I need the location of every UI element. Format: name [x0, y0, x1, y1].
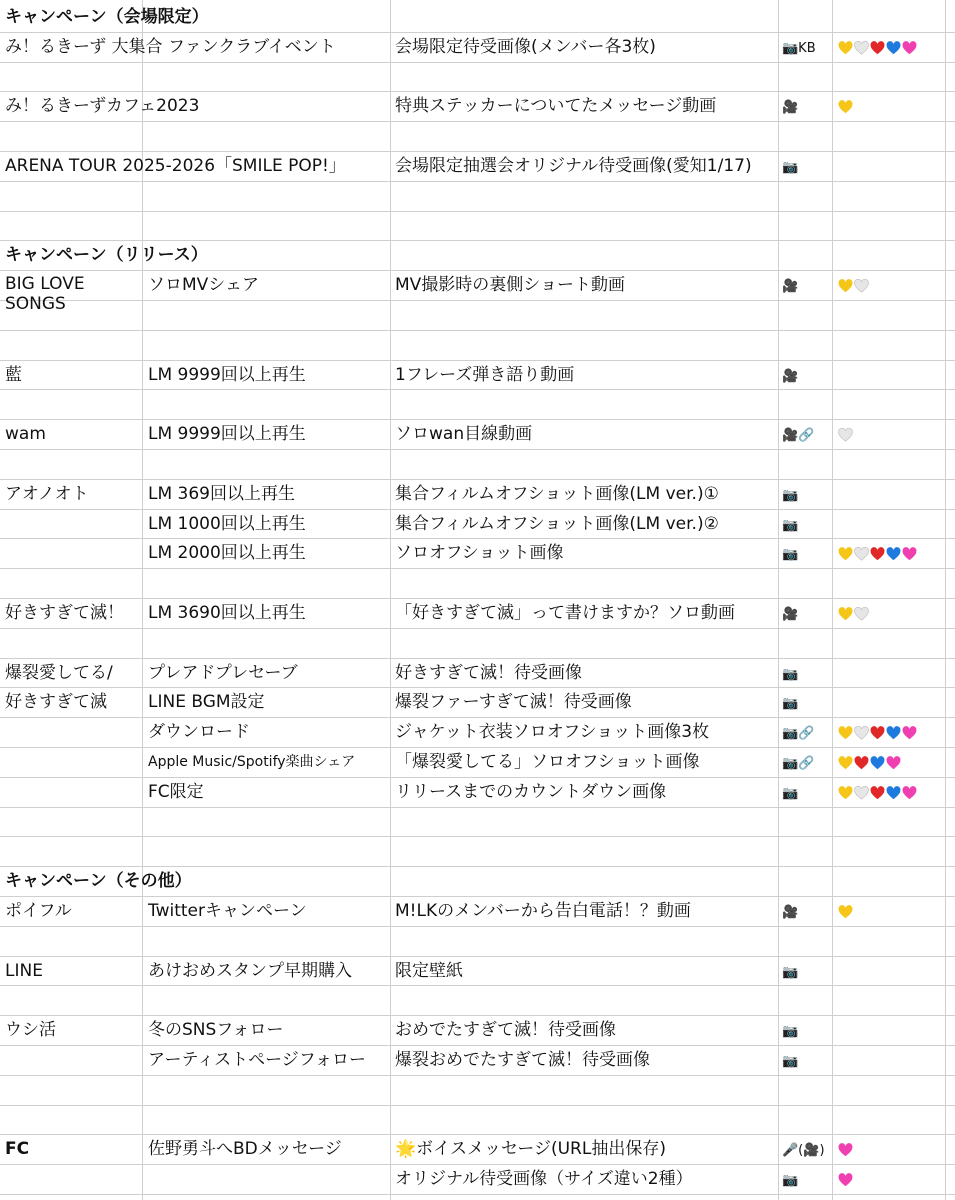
campaign-name: FC [5, 1139, 30, 1160]
blue-heart-icon [886, 41, 901, 55]
campaign-name: 藍 [5, 364, 22, 385]
yellow-heart-icon [838, 726, 853, 740]
reward-description: おめでたすぎて滅！待受画像 [395, 1020, 616, 1041]
reward-description: ジャケット衣装ソロオフショット画像3枚 [395, 722, 710, 743]
campaign-condition: LM 369回以上再生 [148, 483, 295, 504]
campaign-condition: Twitterキャンペーン [148, 900, 307, 921]
campaign-name: 爆裂愛してる/ [5, 662, 113, 683]
column-divider [142, 0, 143, 1200]
reward-description: 🌟ボイスメッセージ(URL抽出保存) [395, 1139, 666, 1160]
row-divider [0, 62, 955, 63]
campaign-condition: FC限定 [148, 781, 204, 802]
row-divider [0, 568, 955, 569]
white-heart-icon [838, 428, 853, 442]
campaign-name: LINE [5, 960, 43, 981]
yellow-heart-icon [838, 756, 853, 770]
reward-description: 1フレーズ弾き語り動画 [395, 364, 575, 385]
media-type-icon: 📷 [782, 1024, 799, 1040]
row-divider [0, 985, 955, 986]
member-hearts [838, 902, 854, 922]
campaign-condition: アーティストページフォロー [148, 1049, 366, 1070]
row-divider [0, 121, 955, 122]
campaign-name: ウシ活 [5, 1020, 56, 1041]
campaign-name: BIG LOVE SONGS [5, 274, 85, 315]
row-divider [0, 419, 955, 420]
column-divider [832, 0, 833, 1200]
reward-description: ソロオフショット画像 [395, 543, 564, 564]
row-divider [0, 330, 955, 331]
member-hearts [838, 97, 854, 117]
media-type-icon: 📷 [782, 666, 799, 682]
media-type-icon: 🎥 [782, 100, 799, 116]
white-heart-icon [854, 279, 869, 293]
media-type-icon: 🎥 [782, 368, 799, 384]
blue-heart-icon [886, 547, 901, 561]
pink-heart-icon [902, 547, 917, 561]
reward-description: M!LKのメンバーから告白電話！？動画 [395, 900, 691, 921]
reward-description: 「爆裂愛してる」ソロオフショット画像 [395, 751, 700, 772]
column-divider [945, 0, 946, 1200]
campaign-condition: LM 3690回以上再生 [148, 602, 306, 623]
campaign-condition: ソロMVシェア [148, 275, 259, 296]
yellow-heart-icon [838, 786, 853, 800]
media-type-icon: 📷 [782, 487, 799, 503]
row-divider [0, 777, 955, 778]
campaign-condition: Apple Music/Spotify楽曲シェア [148, 753, 356, 770]
row-divider [0, 509, 955, 510]
row-divider [0, 896, 955, 897]
campaign-name: 好きすぎて滅 [5, 692, 107, 713]
campaign-condition: LINE BGM設定 [148, 692, 265, 713]
member-hearts [838, 425, 854, 445]
media-type-icon: 📷 [782, 159, 799, 175]
reward-description: ソロwan目線動画 [395, 424, 533, 445]
section-header: キャンペーン（会場限定） [5, 6, 209, 27]
reward-description: 「好きすぎて滅」って書けますか？ソロ動画 [395, 602, 735, 623]
pink-heart-icon [902, 41, 917, 55]
column-divider [390, 0, 391, 1200]
campaign-condition: LM 2000回以上再生 [148, 543, 306, 564]
campaign-name: ARENA TOUR 2025-2026「SMILE POP!」 [5, 155, 346, 176]
campaign-condition: プレアドプレセーブ [148, 662, 298, 683]
row-divider [0, 687, 955, 688]
media-type-icon: 📷 [782, 547, 799, 563]
row-divider [0, 479, 955, 480]
yellow-heart-icon [838, 279, 853, 293]
blue-heart-icon [886, 726, 901, 740]
row-divider [0, 866, 955, 867]
pink-heart-icon [838, 1143, 853, 1157]
row-divider [0, 32, 955, 33]
reward-description: リリースまでのカウントダウン画像 [395, 781, 667, 802]
member-hearts [838, 38, 918, 58]
row-divider [0, 956, 955, 957]
campaign-name: み！るきーずカフェ2023 [5, 96, 200, 117]
member-hearts [838, 1170, 854, 1190]
row-divider [0, 151, 955, 152]
media-type-icon: 📷 [782, 785, 799, 801]
media-type-icon: 📷 [782, 1173, 799, 1189]
member-hearts [838, 544, 918, 564]
media-type-icon: 📷 [782, 964, 799, 980]
white-heart-icon [854, 547, 869, 561]
reward-description: 会場限定抽選会オリジナル待受画像(愛知1/17) [395, 155, 752, 176]
pink-heart-icon [902, 786, 917, 800]
row-divider [0, 1134, 955, 1135]
member-hearts [838, 1140, 854, 1160]
media-type-icon: 🎥 [782, 279, 799, 295]
campaign-condition: 佐野勇斗へBDメッセージ [148, 1139, 342, 1160]
row-divider [0, 598, 955, 599]
member-hearts [838, 604, 870, 624]
row-divider [0, 717, 955, 718]
row-divider [0, 1194, 955, 1195]
media-type-icon: 🎥 [782, 606, 799, 622]
media-type-icon: 🎤(🎥) [782, 1143, 825, 1159]
yellow-heart-icon [838, 607, 853, 621]
red-heart-icon [870, 547, 885, 561]
row-divider [0, 1164, 955, 1165]
campaign-condition: 冬のSNSフォロー [148, 1020, 284, 1041]
row-divider [0, 747, 955, 748]
white-heart-icon [854, 607, 869, 621]
reward-description: 好きすぎて滅！待受画像 [395, 662, 582, 683]
campaign-condition: あけおめスタンプ早期購入 [148, 960, 352, 981]
row-divider [0, 1015, 955, 1016]
row-divider [0, 628, 955, 629]
campaign-name: ポイフル [5, 900, 72, 921]
row-divider [0, 449, 955, 450]
yellow-heart-icon [838, 905, 853, 919]
media-type-icon: 📷 [782, 1053, 799, 1069]
media-type-icon: 📷🔗 [782, 726, 815, 742]
reward-description: 特典ステッカーについてたメッセージ動画 [395, 96, 717, 117]
reward-description: 集合フィルムオフショット画像(LM ver.)① [395, 483, 719, 504]
media-type-icon: 📷🔗 [782, 755, 815, 771]
white-heart-icon [854, 786, 869, 800]
pink-heart-icon [838, 1173, 853, 1187]
yellow-heart-icon [838, 41, 853, 55]
row-divider [0, 836, 955, 837]
blue-heart-icon [870, 756, 885, 770]
white-heart-icon [854, 726, 869, 740]
reward-description: 会場限定待受画像(メンバー各3枚) [395, 36, 656, 57]
row-divider [0, 270, 955, 271]
row-divider [0, 658, 955, 659]
row-divider [0, 1075, 955, 1076]
campaign-condition: ダウンロード [148, 722, 250, 743]
campaign-name: 好きすぎて滅！ [5, 602, 124, 623]
row-divider [0, 181, 955, 182]
blue-heart-icon [886, 786, 901, 800]
reward-description: 爆裂ファーすぎて滅！待受画像 [395, 692, 632, 713]
section-header: キャンペーン（リリース） [5, 245, 208, 266]
row-divider [0, 1045, 955, 1046]
row-divider [0, 926, 955, 927]
member-hearts [838, 276, 870, 296]
reward-description: 集合フィルムオフショット画像(LM ver.)② [395, 513, 719, 534]
pink-heart-icon [902, 726, 917, 740]
campaign-name: wam [5, 424, 46, 445]
red-heart-icon [870, 726, 885, 740]
section-header: キャンペーン（その他） [5, 871, 192, 892]
campaign-condition: LM 9999回以上再生 [148, 364, 306, 385]
reward-description: オリジナル待受画像（サイズ違い2種） [395, 1169, 693, 1190]
column-divider [778, 0, 779, 1200]
row-divider [0, 360, 955, 361]
reward-description: 限定壁紙 [395, 960, 463, 981]
member-hearts [838, 723, 918, 743]
campaign-condition: LM 1000回以上再生 [148, 513, 306, 534]
row-divider [0, 300, 955, 301]
campaign-name: アオノオト [5, 483, 89, 504]
white-heart-icon [854, 41, 869, 55]
media-type-icon: 🎥 [782, 904, 799, 920]
media-type-icon: 📷 [782, 696, 799, 712]
row-divider [0, 538, 955, 539]
row-divider [0, 1105, 955, 1106]
media-type-icon: 🎥🔗 [782, 428, 815, 444]
row-divider [0, 389, 955, 390]
yellow-heart-icon [838, 100, 853, 114]
campaign-condition: LM 9999回以上再生 [148, 424, 306, 445]
member-hearts [838, 783, 918, 803]
campaign-name: み！るきーず 大集合 ファンクラブイベント [5, 36, 336, 57]
row-divider [0, 211, 955, 212]
member-hearts [838, 753, 902, 773]
media-type-icon: 📷 [782, 517, 799, 533]
red-heart-icon [870, 786, 885, 800]
reward-description: 爆裂おめでたすぎて滅！待受画像 [395, 1049, 650, 1070]
row-divider [0, 91, 955, 92]
red-heart-icon [870, 41, 885, 55]
row-divider [0, 807, 955, 808]
red-heart-icon [854, 756, 869, 770]
media-type-icon: 📷KB [782, 40, 816, 56]
row-divider [0, 240, 955, 241]
pink-heart-icon [886, 756, 901, 770]
yellow-heart-icon [838, 547, 853, 561]
reward-description: MV撮影時の裏側ショート動画 [395, 275, 625, 296]
